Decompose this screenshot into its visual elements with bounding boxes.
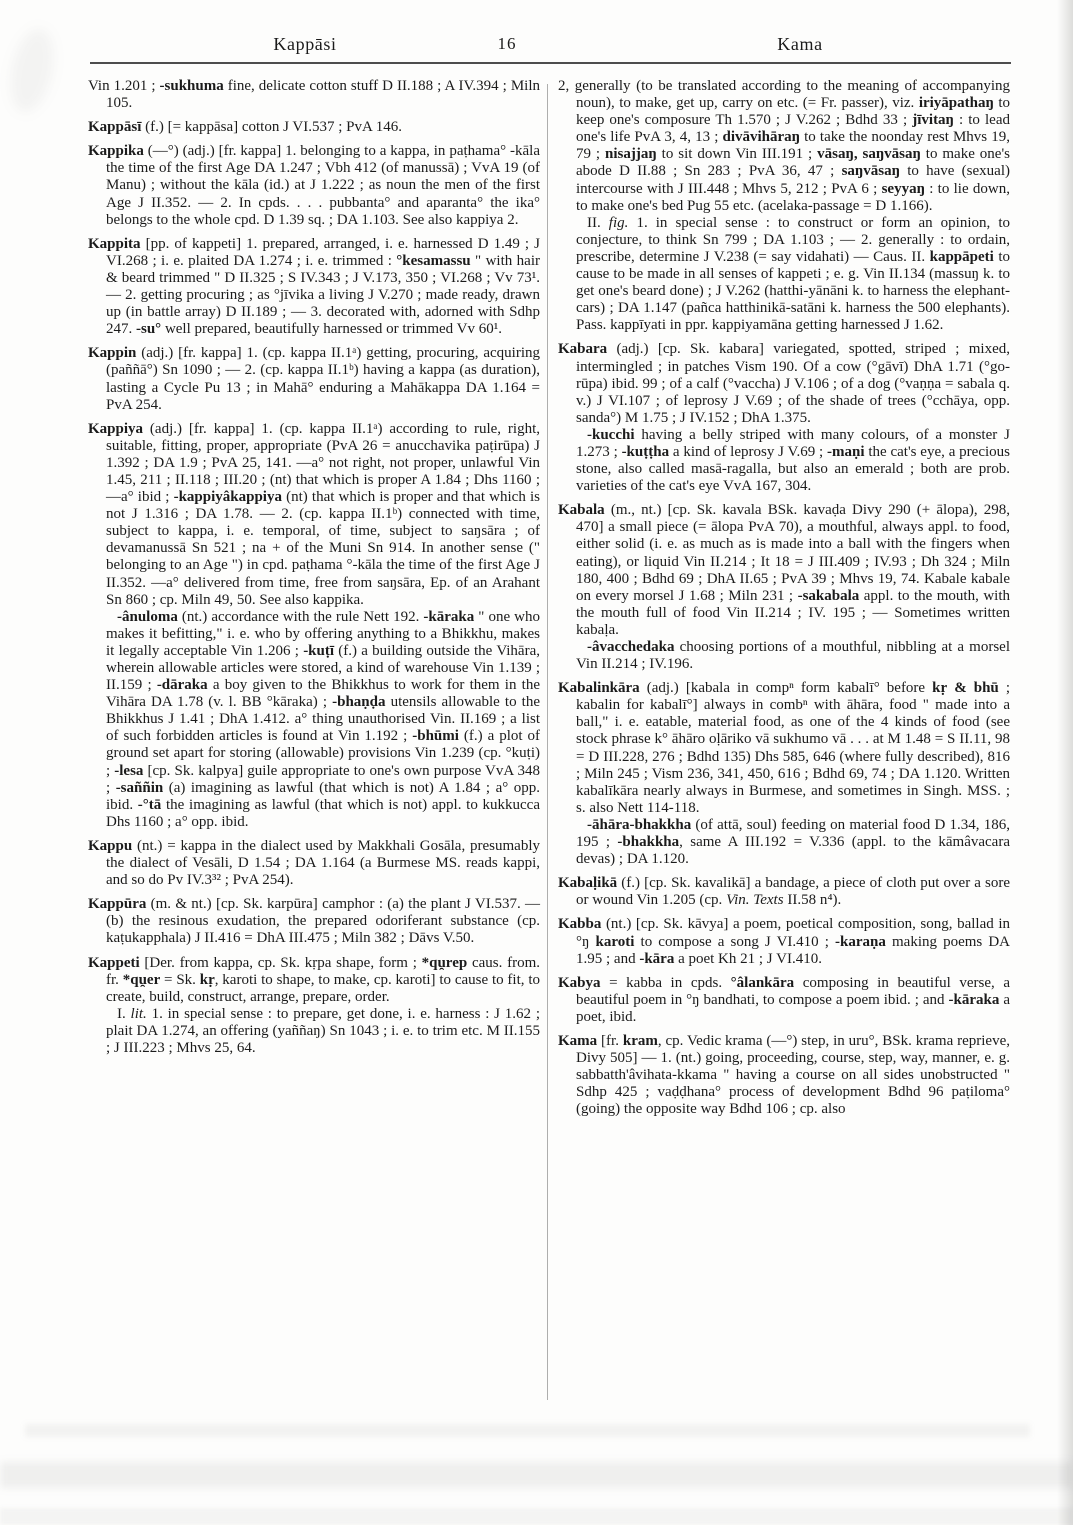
lemma: -bhūmi [412, 728, 459, 745]
lemma: iriyāpathaŋ [918, 95, 994, 112]
lemma: kram [622, 1032, 658, 1049]
lemma: Kappin [88, 345, 137, 362]
dict-entry: Kappiya (adj.) [fr. kappa] 1. (cp. kappa II.1ᵃ) according to rule, right, suitable, fitting, proper, appropriate (PvA 26 = anucchavika paṭirūpa) J 1.392 ; DA 1.9 ; PvA 25, 141. —a° not right, not proper, unlawful Vin 1.45, 211 ; II.118 ; III.20 ; (nt) that which is proper A 1.84 ; Dhs 1160 ; —a° ibid ; -kappiyâkappiya (nt) that which is proper and that which is not J 1.316 ; DA 1.78. — 2. (cp. kappa II.1ᵇ) connected with time, subject to kappa, i. e. temporal, of time, subject to saŋsāra ; of devamanussā Sn 521 ; na + of the Muni Sn 914. In another sense (" belonging to an Age ") in cpd. paṭhama °-kāla the time of the first Age J II.352. —a° delivered from time, free from saŋsāra, Ep. of an Arahant Sn 860 ; cp. Miln 49, 50. See also kappika. [88, 420, 540, 608]
lemma: -°tā [137, 796, 162, 813]
lemma: -saññin [115, 779, 164, 796]
dict-entry: Kabalinkāra (adj.) [kabala in compⁿ form kabalī° before kṛ & bhū ; kabalin for kabalī°] always in combⁿ with āhāra, food " made into a ball," i. e. eatable, material food, as one of the 4 kinds of food (see stock phrase k° āhāro oḷāriko vā sukhumo vā . . . at M 1.48 = S II.11, 98 = D III.228, 276 ; Bdhd 135) Dhs 585, 646 (where fully described), 816 ; Miln 245 ; Vism 236, 341, 450, 616 ; Bdhd 69, 74 ; DA 1.120. Written kabalīkāra nearly always in Burmese, and sometimes in Singh. MSS. ; s. also Nett 114-118. [558, 680, 1011, 816]
scan-artifact-band [0, 1508, 1073, 1525]
lemma: Kappāsī [88, 119, 142, 136]
scan-artifact-band [0, 1462, 1073, 1488]
entry-sub-paragraph: -kucchi having a belly striped with many colours, of a monster J 1.273 ; -kuṭṭha a kind of leprosy J V.69 ; -maṇi the cat's eye, a precious stone, also called masā-ragalla, but also an emerald ; both are prob. varieties of the cat's eye VvA 167, 304. [576, 426, 1010, 495]
dict-entry: Kappeti [Der. from kappa, cp. Sk. kṛpa shape, form ; *qu̯rep caus. from. fr. *qu̯er = Sk. kṛ, karoti to shape, to make, cp. karoti] to cause to fit, to create, build, construct, arrange, prepare, order. [88, 954, 540, 1005]
lemma: Kappūra [88, 896, 147, 913]
lemma: kṛ [199, 971, 215, 988]
lemma: vāsaŋ, saŋvāsaŋ [817, 146, 921, 163]
right-column [558, 78, 1010, 1118]
dict-entry: Kappita [pp. of kappeti] 1. prepared, arranged, i. e. harnessed D 1.49 ; J VI.268 ; i. e. plaited DA 1.274 ; i. e. trimmed : °kesamassu " with hair & beard trimmed " D II.325 ; S IV.343 ; J V.173, 350 ; VI.268 ; Vv 73¹. — 2. getting procuring ; as °jīvika a living J V.270 ; made ready, drawn up (in battle array) D II.189 ; — 3. decorated with, adorned with Sdhp 247. -su° well prepared, beautifully harnessed or trimmed Vv 60¹. [88, 235, 540, 338]
lemma: *qu̯rep [421, 954, 468, 971]
page-number: 16 [497, 34, 517, 53]
lemma: Kappeti [88, 954, 140, 971]
lemma: Kabya [558, 974, 601, 991]
lemma: Kappita [88, 235, 141, 252]
lemma: -bhaṇḍa [332, 694, 386, 711]
lemma: Kappika [88, 143, 144, 160]
lemma: kappāpeti [929, 248, 994, 265]
scan-smudge [4, 25, 61, 116]
lemma: -âvacchedaka [587, 639, 675, 655]
lemma: saŋvāsaŋ [841, 163, 900, 180]
lemma: -kāra [639, 950, 675, 967]
lemma: -kappiyâkappiya [173, 489, 282, 506]
left-column [88, 78, 540, 1057]
entry-sub-paragraph: II. fig. 1. in special sense : to construct or form an opinion, to conjecture, to think Sn 799 ; DA 1.103 ; — 2. generally : to ordain, prescribe, determine J V.238 (= say vidahati) — Caus. II. kappāpeti to cause to be made in all senses of kappeti ; e. g. Vin II.134 (massuŋ k. to get one's beard done) ; J V.262 (hatthi-yānāni k. to harness the elephant-cars) ; DA 1.147 (pañca hatthinikā-satāni k. harness the 500 elephants). Pass. kappīyati in ppr. kappiyamāna getting harnessed J 1.62. [576, 214, 1010, 334]
lemma: *qu̯er [122, 971, 161, 988]
scan-edge-shadow [1057, 0, 1073, 1525]
lemma: Kabalinkāra [558, 680, 640, 697]
lemma: -ânuloma [117, 608, 178, 625]
header-rule [90, 62, 1011, 64]
lemma: karoti [595, 933, 635, 950]
lemma: -karaṇa [835, 933, 886, 950]
dict-entry: Kabba (nt.) [cp. Sk. kāvya] a poem, poetical composition, song, ballad in °ŋ karoti to compose a song J VI.410 ; -karaṇa making poems DA 1.95 ; and -kāra a poet Kh 21 ; J VI.410. [558, 916, 1011, 967]
lemma: -kuṭṭha [621, 443, 670, 460]
lemma: -kucchi [587, 426, 635, 443]
lemma: Kama [558, 1032, 598, 1049]
lemma: Kappu [88, 837, 133, 854]
lemma: -āhāra-bhakkha [587, 816, 692, 833]
lemma: Kappiya [88, 420, 144, 437]
lemma: -kāraka [948, 991, 1000, 1008]
entry-sub-paragraph: -âvacchedaka choosing portions of a mouthful, nibbling at a morsel Vin II.214 ; IV.196. [576, 639, 1010, 673]
italic-text: Vin. Texts [726, 892, 784, 909]
column-divider-rule [547, 84, 548, 1400]
entry-sub-paragraph: -āhāra-bhakkha (of attā, soul) feeding on material food D 1.34, 186, 195 ; -bhakkha, same A III.192 = V.336 (appl. to the kāmâvacara devas) ; DA 1.120. [576, 816, 1010, 868]
lemma: -kāraka [423, 608, 475, 625]
scan-artifact-band [25, 1424, 1030, 1437]
dict-entry: Kappika (—°) (adj.) [fr. kappa] 1. belonging to a kappa, in paṭhama° -kāla the time of the first Age DA 1.247 ; Vbh 412 (of manussā) ; VvA 19 (of Manu) ; without the kāla (id.) at J 1.222 ; as noun the men of the first Age J II.352. — 2. In cpds. . . . pubbanta° and aparanta° the ika° belongs to the whole cpd. D 1.39 sq. ; DA 1.103. See also kappiya 2. [88, 143, 540, 228]
lemma: divāvihāraŋ [722, 129, 801, 146]
dict-entry: Kabaḷikā (f.) [cp. Sk. kavalikā] a bandage, a piece of cloth put over a sore or wound Vin 1.205 (cp. Vin. Texts II.58 n⁴). [558, 875, 1010, 909]
italic-text: fig. [608, 214, 629, 231]
dict-entry: Kabara (adj.) [cp. Sk. kabara] variegated, spotted, striped ; mixed, intermingled ; in patches Vism 190. Of a cow (°gāvī) DhA 1.71 (°go-rūpa) ibid. 99 ; of a calf (°vaccha) J V.106 ; of a dog (°vaṇṇa = sabala q. v.) J VI.107 ; of leprosy J V.69 ; of the shade of trees (°cchāya, opp. sanda°) M 1.75 ; J IV.152 ; DhA 1.375. [558, 341, 1010, 426]
dict-entry: Kabya = kabba in cpds. °âlankāra composing in beautiful verse, a beautiful poem in °ŋ bandhati, to compose a poem ibid. ; and -kāraka a poet, ibid. [558, 974, 1010, 1025]
lemma: kṛ & bhū [932, 680, 999, 697]
dict-entry: Kappāsī (f.) [= kappāsa] cotton J VI.537 ; PvA 146. [88, 119, 403, 136]
lemma: -maṇi [827, 443, 865, 460]
lemma: Kabba [558, 916, 602, 933]
header-first-word: Kappāsi [273, 34, 337, 54]
dict-entry: Kappūra (m. & nt.) [cp. Sk. karpūra] camphor : (a) the plant J VI.537. — (b) the resinous exudation, the prepared odoriferant substance (cp. kaṭukapphala) J II.416 = DhA III.475 ; Miln 382 ; Dāvs V.50. [88, 896, 540, 947]
entry-continuation: 2, generally (to be translated according to the meaning of accompanying noun), to make, get up, carry on etc. (= Fr. passer), viz. iriyāpathaŋ to keep one's composure Th 1.570 ; J V.262 ; Bdhd 33 ; jīvitaŋ : to lead one's life PvA 3, 4, 13 ; divāvihāraŋ to take the noonday rest Mhvs 19, 79 ; nisajjaŋ to sit down Vin III.191 ; vāsaŋ, saŋvāsaŋ to make one's abode D II.88 ; Sn 283 ; PvA 36, 47 ; saŋvāsaŋ to have (sexual) intercourse with J III.448 ; Mhvs 5, 212 ; PvA 6 ; seyyaŋ : to lie down, to make one's bed Pug 55 etc. (acelaka-passage = D 1.166). [558, 78, 1011, 214]
entry-sub-paragraph: -ânuloma (nt.) accordance with the rule Nett 192. -kāraka " one who makes it befitting," i. e. who by offering anything to a Bhikkhu, makes it legally acceptable Vin 1.206 ; -kuṭī (f.) a building outside the Vihāra, wherein allowable articles were stored, a kind of warehouse Vin 1.139 ; II.159 ; -dāraka a boy given to the Bhikkhus to work for them in the Vihāra DA 1.78 (v. l. BB °kāraka) ; -bhaṇḍa utensils allowable to the Bhikkhus J 1.41 ; DhA 1.412. a° thing unauthorised Vin. II.169 ; a list of such forbidden articles is found at Vin 1.192 ; -bhūmi (f.) a plot of ground set apart for storing (allowable) provisions Vin 1.239 (cp. °kuṭi) ; -lesa [cp. Sk. kalpya] guile appropriate to one's own purpose VvA 348 ; -saññin (a) imagining as lawful (that which is not) A 1.84 ; a° opp. ibid. -°tā the imagining as lawful (that which is not) appl. to kukkucca Dhs 1160 ; a° opp. ibid. [106, 608, 541, 830]
dict-entry: Kabala (m., nt.) [cp. Sk. kavala BSk. kavaḍa Divy 290 (+ ālopa), 298, 470] a small piece (= ālopa PvA 70), a mouthful, always appl. to food, either solid (i. e. as much as is made into a ball with the fingers when eating), or liquid Vin II.214 ; It 18 = J III.409 ; IV.93 ; Dh 324 ; Miln 180, 400 ; Bdhd 69 ; DhA II.65 ; PvA 39 ; Mhvs 19, 74. Kabale kabale on every morsel J 1.68 ; Miln 231 ; -sakabala appl. to the mouth, with the mouth full of food Vin II.214 ; IV. 195 ; — Sometimes written kabaḷa. [558, 502, 1010, 638]
dict-entry: Kappin (adj.) [fr. kappa] 1. (cp. kappa II.1ᵃ) getting, procuring, acquiring (paññā°) Sn 1090 ; — 2. (cp. kappa II.1ᵇ) having a kappa (as duration), lasting a Cycle Pu 13 ; in Mahā° enduring a Mahākappa DA 1.164 = PvA 254. [88, 345, 540, 413]
lemma: -bhakkha [617, 834, 680, 851]
lemma: -dāraka [156, 677, 208, 694]
lemma: -lesa [114, 762, 144, 779]
lemma: -sukhuma [159, 78, 224, 94]
entry-continuation: Vin 1.201 ; -sukhuma fine, delicate cotton stuff D II.188 ; A IV.394 ; Miln 105. [88, 78, 540, 112]
lemma: °âlankāra [730, 974, 795, 991]
lemma: nisajjaŋ [605, 146, 657, 163]
lemma: Kabaḷikā [558, 875, 618, 892]
dict-entry: Kappu (nt.) = kappa in the dialect used by Makkhali Gosāla, presumably the dialect of Vesāli, D 1.54 ; DA 1.164 (a Burmese MS. reads kappi, and so do Pv IV.3³² ; PvA 254). [88, 837, 540, 889]
header-last-word: Kama [777, 34, 823, 54]
lemma: -su° [136, 321, 162, 338]
entry-sub-paragraph: I. lit. 1. in special sense : to prepare, get done, i. e. harness : J 1.62 ; plait DA 1.274, an offering (yaññaŋ) Sn 1043 ; i. e. to trim etc. M II.155 ; J III.223 ; Mhvs 25, 64. [106, 1005, 540, 1056]
italic-text: lit. [130, 1005, 147, 1022]
lemma: Kabara [558, 341, 608, 358]
lemma: Kabala [558, 502, 605, 519]
lemma: °kesamassu [396, 252, 471, 269]
lemma: -sakabala [797, 587, 860, 604]
lemma: jīvitaŋ [912, 112, 954, 129]
lemma: seyyaŋ [881, 180, 925, 197]
lemma: -kuṭī [303, 642, 335, 659]
dict-entry: Kama [fr. kram, cp. Vedic krama (—°) step, in uru°, BSk. krama reprieve, Divy 505] — 1. (nt.) going, proceeding, course, step, way, manner, e. g. sabbatth'âvihata-kkama " having a course on all sides unobstructed " Sdhp 425 ; vaḍḍhana° process of development Bdhd 96 paṭiloma° (going) the opposite way Bdhd 106 ; cp. also [558, 1032, 1010, 1118]
